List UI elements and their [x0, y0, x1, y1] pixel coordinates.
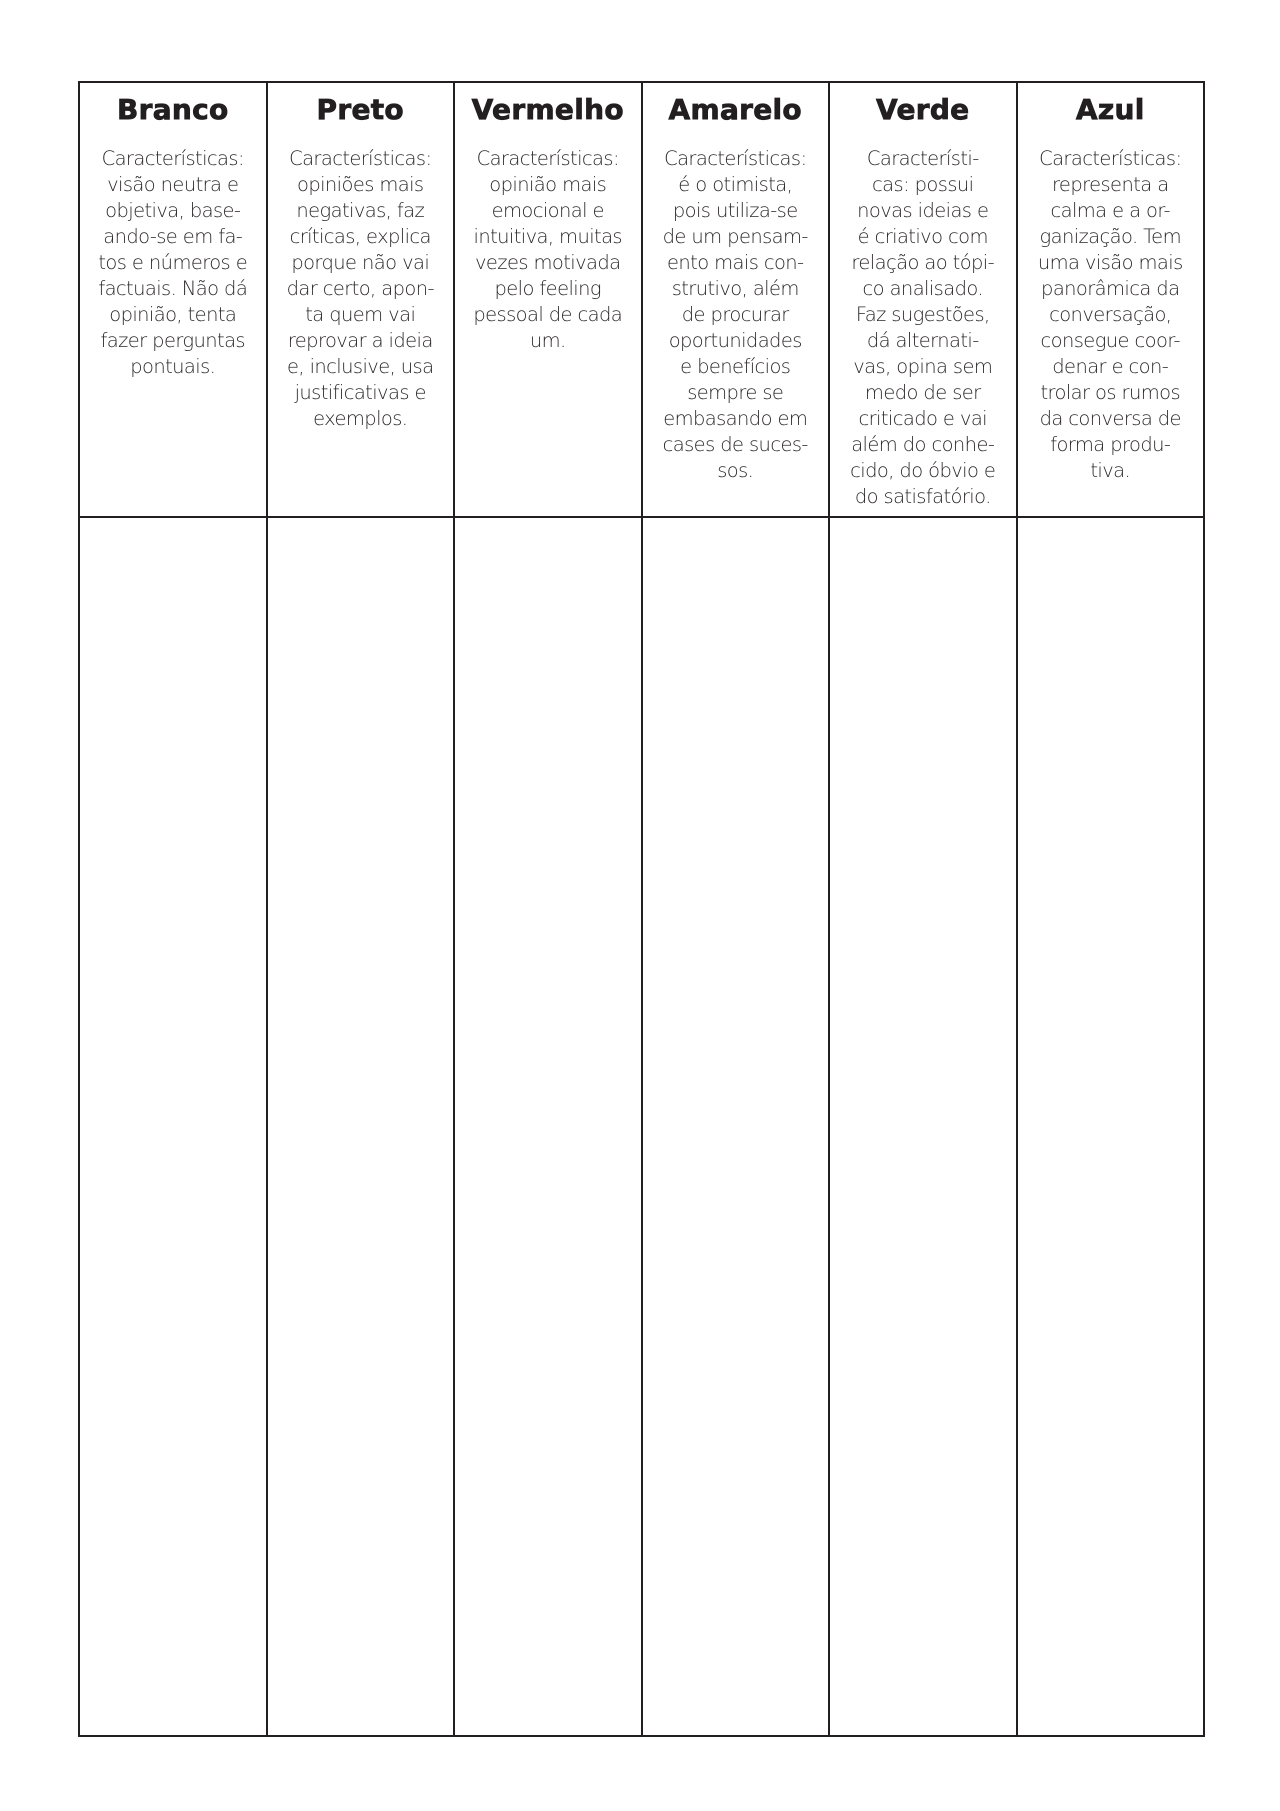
description-line: justificativas e — [294, 381, 426, 404]
description-line: Características: — [476, 147, 619, 170]
answer-area-azul[interactable] — [1018, 518, 1204, 1735]
description-line: uma visão mais — [1037, 251, 1183, 274]
description-line: é criativo com — [857, 225, 988, 248]
description-line: medo de ser — [864, 381, 981, 404]
description-line: tiva. — [1090, 459, 1131, 482]
header-cell-amarelo — [643, 83, 829, 518]
column-description-vermelho — [463, 146, 633, 354]
description-line: fazer perguntas — [100, 329, 245, 352]
column-verde — [830, 83, 1018, 1735]
description-line: Faz sugestões, — [855, 303, 990, 326]
column-amarelo — [643, 83, 831, 1735]
answer-area-vermelho[interactable] — [455, 518, 641, 1735]
column-vermelho — [455, 83, 643, 1735]
description-line: oportunidades — [668, 329, 802, 352]
description-line: pessoal de cada — [473, 303, 623, 326]
description-line: emocional e — [491, 199, 604, 222]
header-cell-azul — [1018, 83, 1204, 518]
description-line: forma produ- — [1050, 433, 1171, 456]
description-line: cases de suces- — [662, 433, 808, 456]
description-line: objetiva, base- — [105, 199, 241, 222]
answer-area-amarelo[interactable] — [643, 518, 829, 1735]
column-title-preto: Preto — [316, 93, 404, 126]
description-line: cas: possui — [872, 173, 974, 196]
description-line: visão neutra e — [107, 173, 239, 196]
column-preto — [268, 83, 456, 1735]
description-line: sempre se — [687, 381, 784, 404]
description-line: co analisado. — [862, 277, 983, 300]
column-description-verde — [838, 146, 1008, 510]
description-line: relação ao tópi- — [851, 251, 995, 274]
column-description-amarelo — [651, 146, 821, 484]
description-line: do satisfatório. — [854, 485, 991, 508]
description-line: denar e con- — [1052, 355, 1169, 378]
description-line: ta quem vai — [305, 303, 416, 326]
description-line: Característi- — [866, 147, 979, 170]
description-line: opinião, tenta — [109, 303, 237, 326]
description-line: além do conhe- — [851, 433, 995, 456]
description-line: intuitiva, muitas — [473, 225, 622, 248]
description-line: opiniões mais — [296, 173, 424, 196]
answer-area-branco[interactable] — [80, 518, 266, 1735]
description-line: novas ideias e — [857, 199, 989, 222]
description-line: de um pensam- — [662, 225, 808, 248]
column-title-branco: Branco — [116, 93, 229, 126]
column-description-preto — [276, 146, 446, 432]
column-title-vermelho: Vermelho — [471, 93, 624, 126]
description-line: ento mais con- — [667, 251, 804, 274]
column-title-verde: Verde — [876, 93, 970, 126]
header-cell-verde — [830, 83, 1016, 518]
answer-area-verde[interactable] — [830, 518, 1016, 1735]
description-line: tos e números e — [98, 251, 248, 274]
description-line: um. — [529, 329, 566, 352]
description-line: panorâmica da — [1041, 277, 1180, 300]
description-line: reprovar a ideia — [287, 329, 433, 352]
description-line: pois utiliza-se — [672, 199, 798, 222]
description-line: representa a — [1051, 173, 1169, 196]
description-line: é o otimista, — [678, 173, 793, 196]
column-title-amarelo: Amarelo — [668, 93, 802, 126]
description-line: da conversa de — [1039, 407, 1181, 430]
description-line: vas, opina sem — [853, 355, 993, 378]
description-line: criticado e vai — [858, 407, 987, 430]
description-line: pontuais. — [130, 355, 216, 378]
six-hats-table — [78, 81, 1205, 1737]
description-line: strutivo, além — [671, 277, 799, 300]
description-line: porque não vai — [291, 251, 430, 274]
description-line: dar certo, apon- — [286, 277, 434, 300]
description-line: vezes motivada — [474, 251, 621, 274]
column-description-azul — [1026, 146, 1196, 484]
column-branco — [80, 83, 268, 1735]
header-cell-branco — [80, 83, 266, 518]
column-description-branco — [88, 146, 258, 380]
description-line: embasando em — [663, 407, 808, 430]
description-line: cido, do óbvio e — [850, 459, 996, 482]
description-line: Características: — [101, 147, 244, 170]
description-line: negativas, faz — [296, 199, 425, 222]
description-line: Características: — [664, 147, 807, 170]
description-line: e, inclusive, usa — [287, 355, 434, 378]
description-line: consegue coor- — [1040, 329, 1180, 352]
answer-area-preto[interactable] — [268, 518, 454, 1735]
header-cell-preto — [268, 83, 454, 518]
description-line: ganização. Tem — [1039, 225, 1181, 248]
column-title-azul: Azul — [1075, 93, 1145, 126]
column-azul — [1018, 83, 1204, 1735]
description-line: pelo feeling — [494, 277, 601, 300]
description-line: opinião mais — [489, 173, 607, 196]
description-line: conversação, — [1049, 303, 1172, 326]
description-line: críticas, explica — [289, 225, 431, 248]
description-line: Características: — [1039, 147, 1182, 170]
header-cell-vermelho — [455, 83, 641, 518]
description-line: e benefícios — [680, 355, 791, 378]
description-line: exemplos. — [313, 407, 408, 430]
description-line: trolar os rumos — [1040, 381, 1180, 404]
description-line: dá alternati- — [866, 329, 979, 352]
description-line: sos. — [717, 459, 754, 482]
description-line: factuais. Não dá — [98, 277, 248, 300]
description-line: ando-se em fa- — [103, 225, 243, 248]
description-line: de procurar — [681, 303, 789, 326]
description-line: Características: — [289, 147, 432, 170]
description-line: calma e a or- — [1050, 199, 1170, 222]
